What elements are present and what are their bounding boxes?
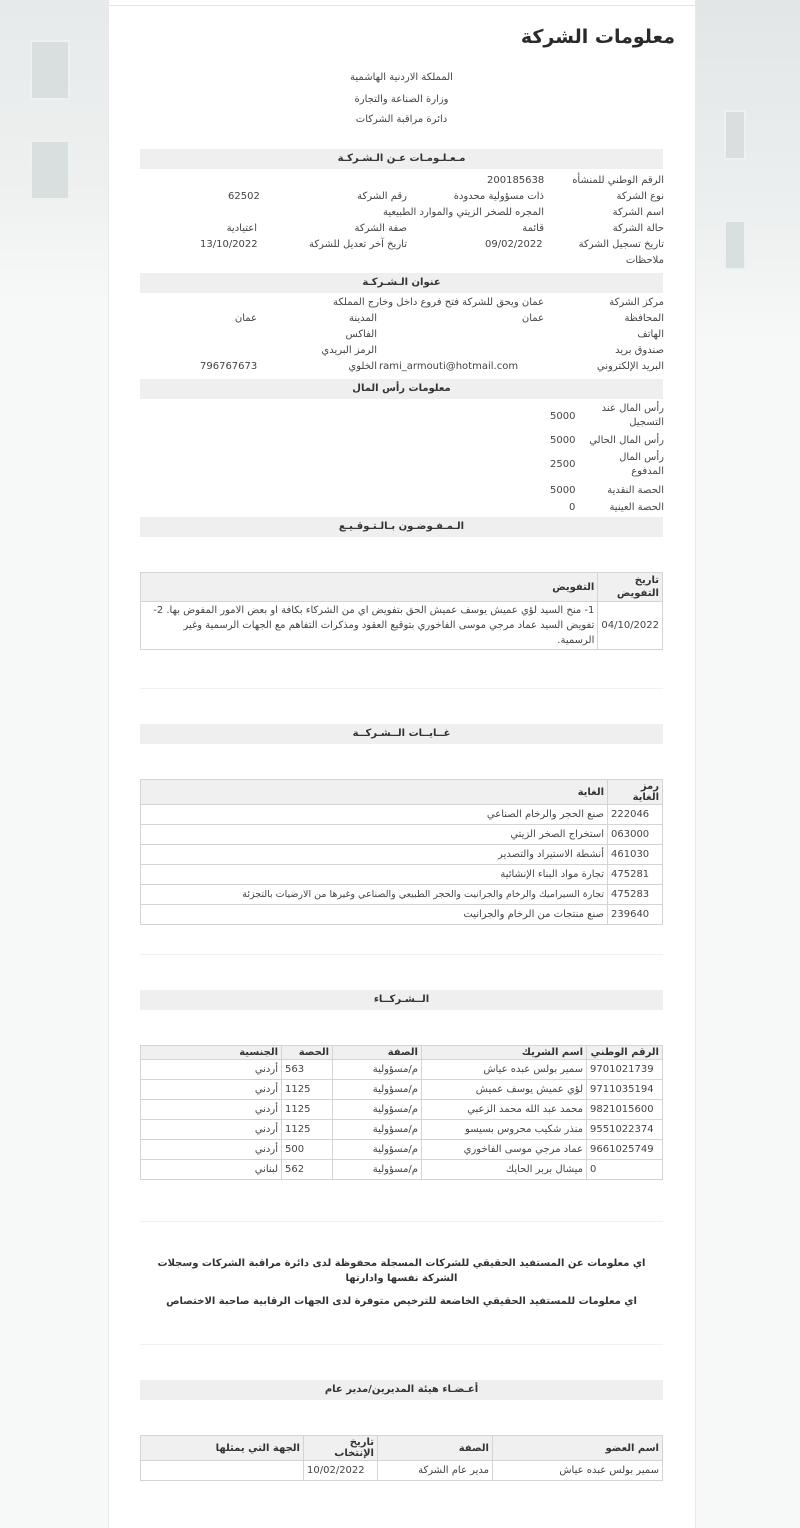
header-kingdom: المملكة الاردنية الهاشمية (350, 72, 453, 83)
cash-share-value: 5000 (550, 485, 576, 496)
partner-role: م/مسؤولية (333, 1100, 422, 1120)
capital-title: معلومات رأس المال (140, 379, 663, 399)
goal-name: تجارة السيراميك والرخام والجرانيت والحجر الطبيعي والصناعي وغيرها من الارضيات بالتجزئة (141, 885, 608, 905)
col-authorization: التفويض (141, 573, 598, 602)
registration-date-value: 09/02/2022 (485, 239, 543, 250)
goals-table (140, 779, 663, 925)
board-title: أعـضـاء هيئة المديرين/مدير عام (140, 1380, 663, 1400)
section-divider (140, 1344, 663, 1345)
city-label: المدينة (348, 313, 377, 324)
table-header-row (141, 573, 663, 602)
partner-nationality: أردني (141, 1140, 282, 1160)
goal-code: 461030 (608, 845, 663, 865)
company-type-label: نوع الشركة (616, 191, 664, 202)
partners-title: الــشـركــاء (140, 990, 663, 1010)
partners-table (140, 1045, 663, 1180)
goals-title: غــايــات الــشـركــة (140, 724, 663, 744)
background-left (0, 0, 108, 300)
capital-current-label: رأس المال الحالي (589, 435, 664, 446)
goal-code: 475283 (608, 885, 663, 905)
city-value: عمان (234, 313, 257, 324)
represented-entity (141, 1461, 304, 1481)
capital-current-value: 5000 (550, 435, 576, 446)
pobox-label: صندوق بريد (615, 345, 664, 356)
partner-role: م/مسؤولية (333, 1120, 422, 1140)
goal-name: تجارة مواد البناء الإنشائية (141, 865, 608, 885)
goal-code: 475281 (608, 865, 663, 885)
registration-date-label: تاريخ تسجيل الشركة (578, 239, 664, 250)
governorate-value: عمان (521, 313, 544, 324)
cash-share-label: الحصة النقدية (607, 485, 664, 496)
goal-name: صنع منتجات من الرخام والجرانيت (141, 905, 608, 925)
section-divider (140, 688, 663, 689)
capital-registration-label: رأس المال عند (601, 403, 664, 414)
email-value[interactable]: rami_armouti@hotmail.com (379, 361, 519, 372)
governorate-label: المحافظة (624, 313, 664, 324)
background-window (724, 220, 746, 270)
beneficial-owner-note-1: اي معلومات عن المستفيد الحقيقي للشركات المسجلة محفوظة لدى دائرة مراقبة الشركات وسجلات (157, 1258, 646, 1269)
beneficial-owner-note-2: اي معلومات للمستفيد الحقيقي الخاضعة للترخيص متوفرة لدى الجهات الرقابية صاحبة الاختصاص (166, 1296, 637, 1307)
goal-code: 063000 (608, 825, 663, 845)
table-header-row (141, 1046, 663, 1060)
partner-name: سمير بولس عبده عياش (422, 1060, 587, 1080)
fax-label: الفاكس (345, 329, 377, 340)
authorized-table (140, 572, 663, 650)
partner-id: 0 (587, 1160, 663, 1180)
company-number-value: 62502 (228, 191, 260, 202)
top-divider (109, 5, 695, 6)
partner-share: 562 (282, 1160, 333, 1180)
email-label: البريد الإلكتروني (596, 361, 664, 372)
background-window (30, 40, 70, 100)
partner-share: 1125 (282, 1120, 333, 1140)
partner-share: 500 (282, 1140, 333, 1160)
in-kind-share-label: الحصة العينية (609, 502, 664, 513)
partner-nationality: لبناني (141, 1160, 282, 1180)
section-divider (140, 954, 663, 955)
table-row (141, 885, 663, 905)
partner-id: 9551022374 (587, 1120, 663, 1140)
notes-label: ملاحظات (625, 255, 664, 266)
table-row (141, 1461, 663, 1481)
col-partner-name: اسم الشريك (422, 1046, 587, 1060)
col-member-name: اسم العضو (493, 1436, 663, 1461)
table-row (141, 845, 663, 865)
table-header-row (141, 780, 663, 805)
partner-id: 9821015600 (587, 1100, 663, 1120)
company-status-value: قائمة (522, 223, 544, 234)
authorization-text: 1- منح السيد لؤي عميش يوسف عميش الحق بتفويض اي من الشركاء بكافة او بعض الامور المفوض بها. 2- تفويض السيد عماد مرجي موسى الفاخوري بتوقيع العقود ومذكرات التفاهم مع الجهات الرسمية وغير الرسمية. (141, 602, 598, 650)
goal-code: 222046 (608, 805, 663, 825)
goal-name: صنع الحجر والرخام الصناعي (141, 805, 608, 825)
member-name: سمير بولس عبده عياش (493, 1461, 663, 1481)
partner-id: 9701021739 (587, 1060, 663, 1080)
table-row (141, 1120, 663, 1140)
partner-nationality: أردني (141, 1120, 282, 1140)
partner-name: منذر شكيب محروس بسيسو (422, 1120, 587, 1140)
document-page (108, 0, 696, 1528)
partner-share: 1125 (282, 1080, 333, 1100)
table-header-row (141, 1436, 663, 1461)
capital-registration-value: 5000 (550, 411, 576, 422)
partner-share: 1125 (282, 1100, 333, 1120)
goal-code: 239640 (608, 905, 663, 925)
capital-paid-value: 2500 (550, 459, 576, 470)
partner-id: 9661025749 (587, 1140, 663, 1160)
table-row (141, 825, 663, 845)
election-date: 10/02/2022 (304, 1461, 378, 1481)
company-number-label: رقم الشركة (357, 191, 407, 202)
table-row (141, 865, 663, 885)
col-goal-code: رمز الغاية (608, 780, 663, 805)
last-modified-value: 13/10/2022 (200, 239, 258, 250)
table-row (141, 1160, 663, 1180)
capital-paid-label-2: المدفوع (631, 466, 664, 477)
header-ministry: وزارة الصناعة والتجارة (354, 94, 449, 105)
capital-paid-label: رأس المال (619, 452, 664, 463)
partner-nationality: أردني (141, 1060, 282, 1080)
col-partner-role: الصفة (333, 1046, 422, 1060)
partner-role: م/مسؤولية (333, 1060, 422, 1080)
partner-name: محمد عبد الله محمد الزعبي (422, 1100, 587, 1120)
member-role: مدير عام الشركة (378, 1461, 493, 1481)
company-name-label: اسم الشركة (612, 207, 664, 218)
national-id-label: الرقم الوطني للمنشأه (572, 175, 664, 186)
header-department: دائرة مراقبة الشركات (355, 114, 448, 125)
col-authorization-date: تاريخ التفويض (598, 573, 663, 602)
company-capacity-label: صفة الشركة (354, 223, 407, 234)
beneficial-owner-note-1-cont: الشركة نفسها وادارتها (345, 1273, 458, 1284)
table-row (141, 1080, 663, 1100)
partner-role: م/مسؤولية (333, 1140, 422, 1160)
headquarters-label: مركز الشركة (609, 297, 664, 308)
background-window (30, 140, 70, 200)
goal-name: أنشطة الاستيراد والتصدير (141, 845, 608, 865)
col-partner-share: الحصة (282, 1046, 333, 1060)
in-kind-share-value: 0 (569, 502, 576, 513)
table-row (141, 805, 663, 825)
phone-label: الهاتف (637, 329, 664, 340)
authorization-date: 04/10/2022 (598, 602, 663, 650)
background-window (724, 110, 746, 160)
partner-role: م/مسؤولية (333, 1080, 422, 1100)
capital-registration-label-2: التسجيل (629, 417, 664, 428)
company-status-label: حالة الشركة (612, 223, 664, 234)
table-row (141, 1100, 663, 1120)
col-partner-nationality: الجنسية (141, 1046, 282, 1060)
table-row (141, 1060, 663, 1080)
company-capacity-value: اعتيادية (226, 223, 257, 234)
partner-name: ميشال بربر الحايك (422, 1160, 587, 1180)
background-right (694, 0, 800, 340)
company-name-value: المجره للصخر الزيتي والموارد الطبيعية (383, 207, 544, 218)
partner-nationality: أردني (141, 1100, 282, 1120)
address-title: عنوان الـشـركـة (140, 273, 663, 293)
table-row (141, 602, 663, 650)
col-goal: الغاية (141, 780, 608, 805)
company-type-value: ذات مسؤولية محدودة (453, 191, 544, 202)
col-election-date: تاريخ الإنتخاب (304, 1436, 378, 1461)
col-represented-entity: الجهة التي يمثلها (141, 1436, 304, 1461)
mobile-value: 796767673 (200, 361, 258, 372)
partner-share: 563 (282, 1060, 333, 1080)
col-partner-id: الرقم الوطني (587, 1046, 663, 1060)
headquarters-value: عمان ويحق للشركة فتح فروع داخل وخارج المملكة (333, 297, 544, 308)
partner-name: عماد مرجي موسى الفاخوري (422, 1140, 587, 1160)
postal-code-label: الرمز البريدي (321, 345, 377, 356)
page-title: معلومات الشركة (520, 26, 675, 48)
mobile-label: الخلوي (348, 361, 377, 372)
company-info-title: مـعـلـومـات عـن الـشـركـة (140, 149, 663, 169)
table-row (141, 1140, 663, 1160)
goal-name: استخراج الصخر الزيتي (141, 825, 608, 845)
partner-nationality: أردني (141, 1080, 282, 1100)
section-divider (140, 1221, 663, 1222)
authorized-title: الـمـفـوضـون بـالـتـوقـيـع (140, 517, 663, 537)
board-table (140, 1435, 663, 1481)
partner-name: لؤي عميش يوسف عميش (422, 1080, 587, 1100)
col-member-role: الصفة (378, 1436, 493, 1461)
national-id-value: 200185638 (487, 175, 545, 186)
table-row (141, 905, 663, 925)
last-modified-label: تاريخ آخر تعديل للشركة (308, 239, 407, 250)
partner-role: م/مسؤولية (333, 1160, 422, 1180)
partner-id: 9711035194 (587, 1080, 663, 1100)
